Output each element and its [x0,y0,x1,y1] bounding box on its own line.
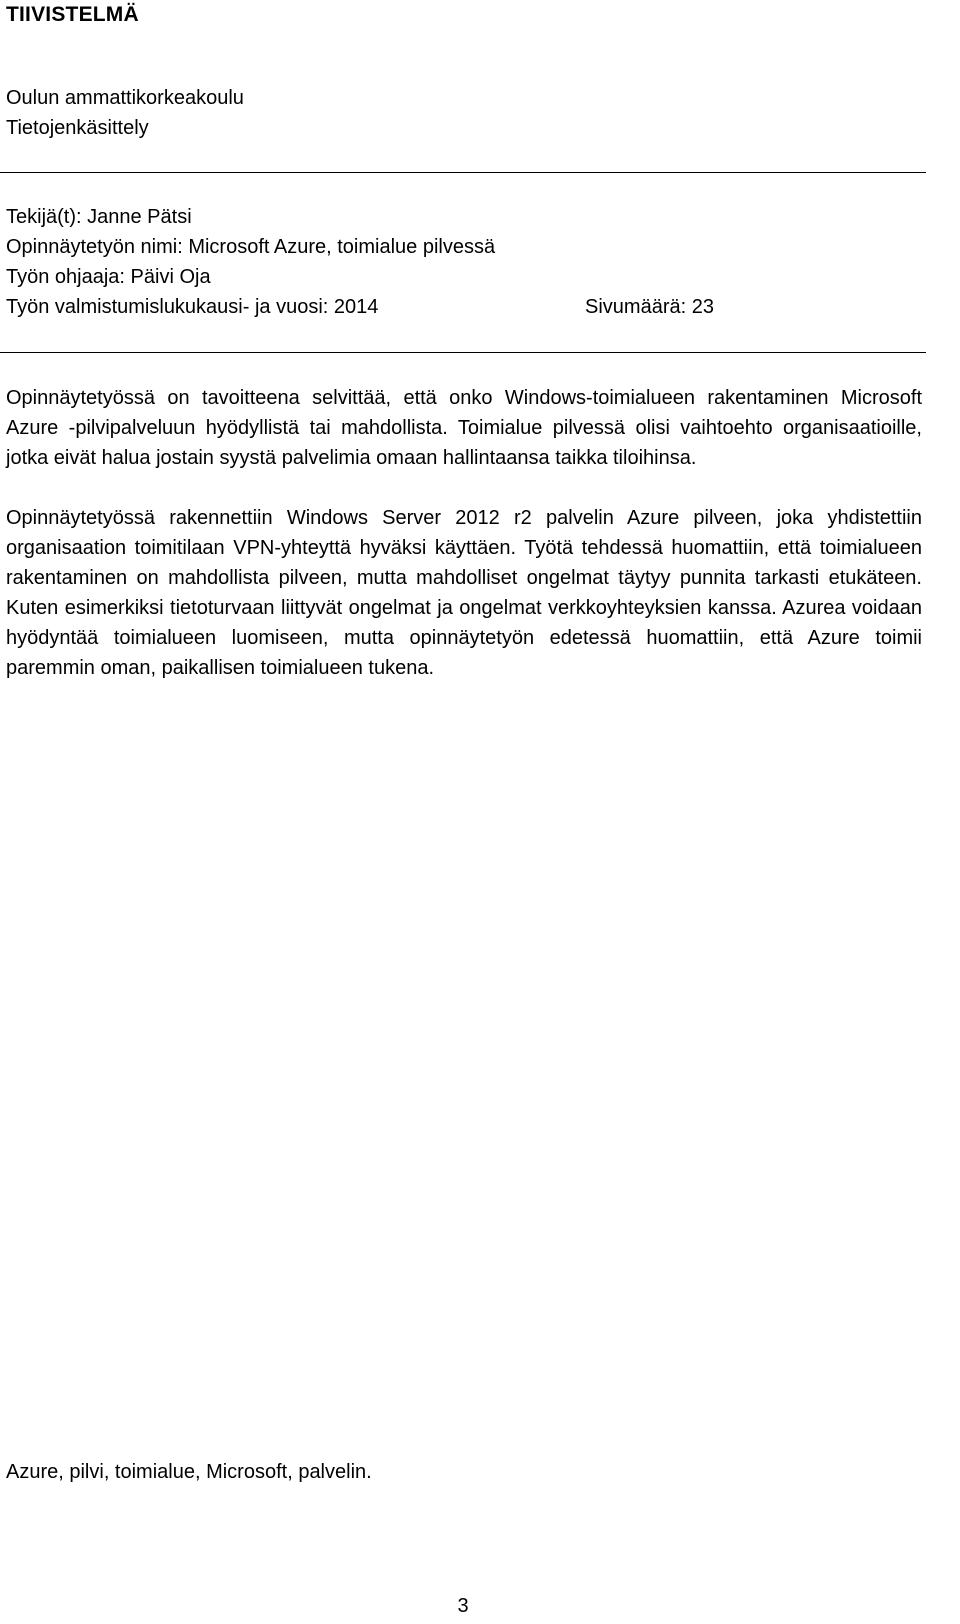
thesis-name-line: Opinnäytetyön nimi: Microsoft Azure, toimialue pilvessä [6,236,496,258]
completion-line: Työn valmistumislukukausi- ja vuosi: 2014 [6,296,379,318]
author-line: Tekijä(t): Janne Pätsi [6,206,192,228]
page-count: Sivumäärä: 23 [585,296,714,318]
section-divider [0,352,926,353]
supervisor-line: Työn ohjaaja: Päivi Oja [6,266,211,288]
abstract-paragraph: Opinnäytetyössä on tavoitteena selvittää, että onko Windows-toimialueen rakentaminen Microsoft Azure -pilvipalveluun hyödyllistä tai mahdollista. Toimialue pilvessä olisi vaihtoehto organisaatioille, jotka eivät halua jostain syystä palvelimia omaan hallintaansa taikka tiloihinsa. [6,387,922,469]
keywords-line: Azure, pilvi, toimialue, Microsoft, palvelin. [6,1461,372,1483]
page-number: 3 [457,1595,469,1617]
abstract-paragraph: Opinnäytetyössä rakennettiin Windows Server 2012 r2 palvelin Azure pilveen, joka yhdistettiin organisaation toimitilaan VPN-yhteyttä hyväksi käyttäen. Työtä tehdessä huomattiin, että toimialueen rakentaminen on mahdollista pilveen, mutta mahdolliset ongelmat täytyy punnita tarkasti etukäteen. Kuten esimerkiksi tietoturvaan liittyvät ongelmat ja ongelmat verkkoyhteyksien kanssa. Azurea voidaan hyödyntää toimialueen luomiseen, mutta opinnäytetyön edetessä huomattiin, että Azure toimii paremmin oman, paikallisen toimialueen tukena. [6,507,922,679]
section-divider [0,172,926,173]
institution-name: Oulun ammattikorkeakoulu [6,87,244,109]
department-name: Tietojenkäsittely [6,117,149,139]
page-title: TIIVISTELMÄ [6,3,139,26]
